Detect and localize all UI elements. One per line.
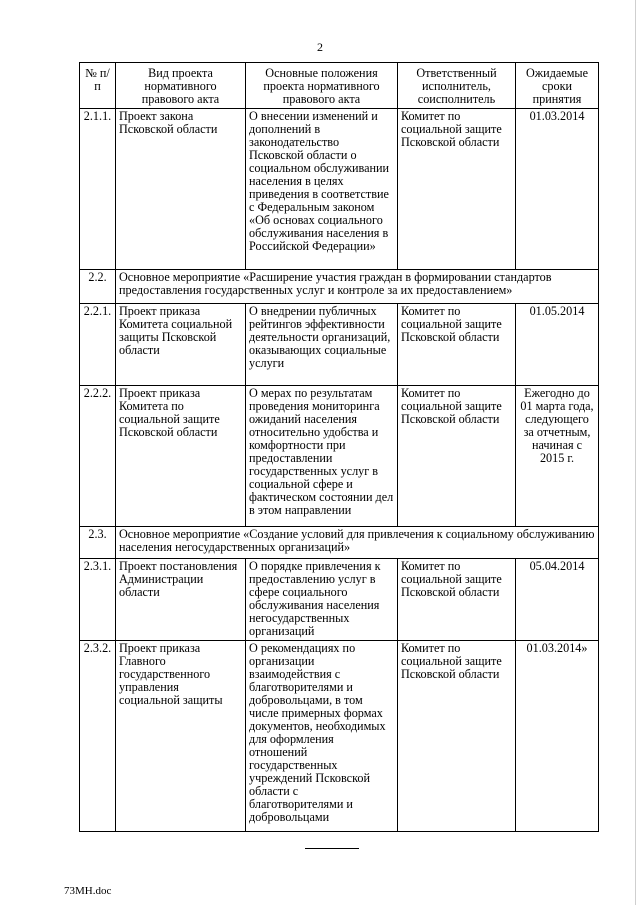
row-executor: Комитет по социальной защите Псковской области [398,109,516,270]
row-num: 2.2.1. [80,304,116,386]
row-num: 2.3.2. [80,641,116,832]
section-title: Основное мероприятие «Расширение участия граждан в формировании стандартов предоставления государственных услуг и контроле за их предоставлением» [116,270,599,304]
row-act-type: Проект приказа Комитета по социальной защите Псковской области [116,386,246,527]
row-act-type: Проект приказа Комитета социальной защиты Псковской области [116,304,246,386]
row-deadline: 05.04.2014 [516,559,599,641]
table-row [80,109,599,270]
section-row [80,270,599,304]
header-provisions: Основные положения проекта нормативного правового акта [246,63,398,109]
header-num: № п/п [80,63,116,109]
table-row [80,559,599,641]
section-num: 2.2. [80,270,116,304]
header-deadline: Ожидаемые сроки принятия [516,63,599,109]
row-provisions: О рекомендациях по организации взаимодействия с благотворителями и добровольцами, в том числе примерных формах документов, необходимых для оформления отношений государственных учреждений Псковской области с благотворителями и добровольцами [246,641,398,832]
row-executor: Комитет по социальной защите Псковской области [398,386,516,527]
table-row [80,304,599,386]
row-provisions: О внесении изменений и дополнений в законодательство Псковской области о социальном обслуживании населения в целях приведения в соответствие с Федеральным законом «Об основах социального обслуживания населения в Российской Федерации» [246,109,398,270]
section-row [80,527,599,559]
row-executor: Комитет по социальной защите Псковской области [398,559,516,641]
header-act-type: Вид проекта нормативного правового акта [116,63,246,109]
row-num: 2.2.2. [80,386,116,527]
regulatory-acts-table [79,62,599,832]
row-deadline: 01.05.2014 [516,304,599,386]
header-executor: Ответственный исполнитель, соисполнитель [398,63,516,109]
row-deadline: 01.03.2014 [516,109,599,270]
row-act-type: Проект приказа Главного государственного управления социальной защиты [116,641,246,832]
table-row [80,641,599,832]
row-num: 2.1.1. [80,109,116,270]
row-act-type: Проект закона Псковской области [116,109,246,270]
section-num: 2.3. [80,527,116,559]
row-num: 2.3.1. [80,559,116,641]
scan-edge-line [635,0,636,905]
page-number: 2 [317,40,323,54]
row-provisions: О мерах по результатам проведения мониторинга ожиданий населения относительно удобства и комфортности при предоставлении государственных услуг в социальной сфере и фактическом состоянии дел в этом направлении [246,386,398,527]
table-row [80,386,599,527]
row-provisions: О порядке привлечения к предоставлению услуг в сфере социального обслуживания населения негосударственных организаций [246,559,398,641]
section-title: Основное мероприятие «Создание условий для привлечения к социальному обслуживанию населения негосударственных организаций» [116,527,599,559]
footnote-separator [305,848,359,849]
row-act-type: Проект постановления Администрации области [116,559,246,641]
row-executor: Комитет по социальной защите Псковской области [398,304,516,386]
file-name: 73МН.doc [64,885,112,897]
row-deadline: 01.03.2014» [516,641,599,832]
table-header-row [80,63,599,109]
row-executor: Комитет по социальной защите Псковской области [398,641,516,832]
row-deadline: Ежегодно до 01 марта года, следующего за отчетным, начиная с 2015 г. [516,386,599,527]
row-provisions: О внедрении публичных рейтингов эффективности деятельности организаций, оказывающих социальные услуги [246,304,398,386]
